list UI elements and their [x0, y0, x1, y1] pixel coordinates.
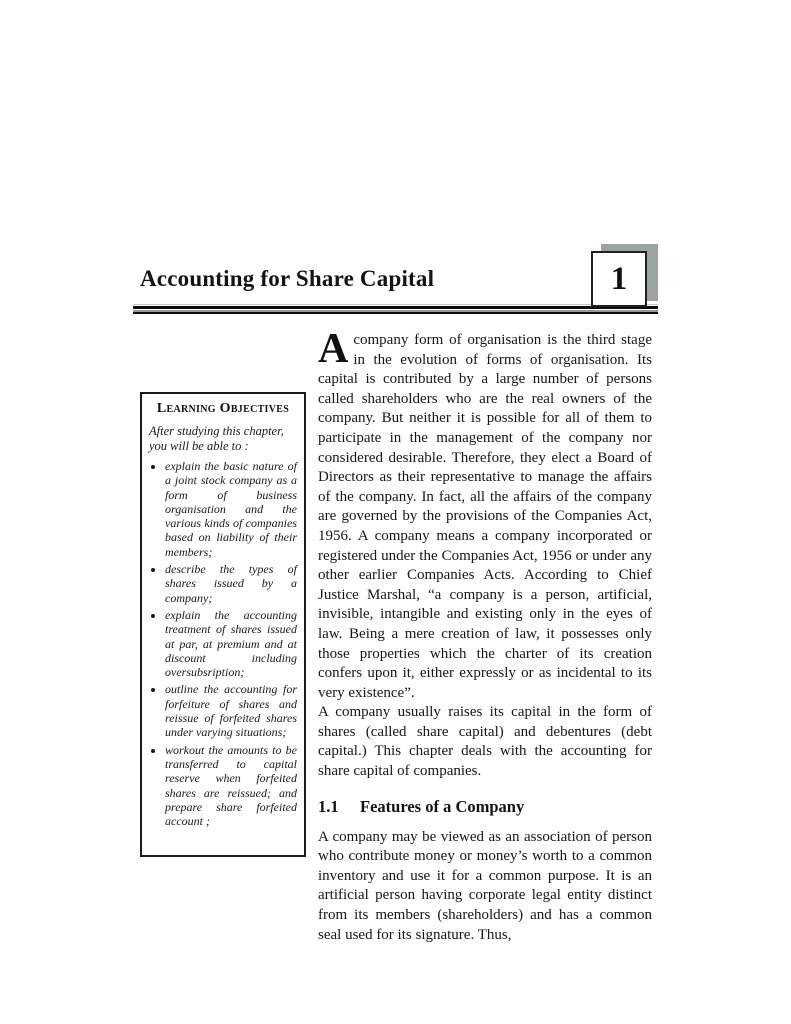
features-paragraph: A company may be viewed as an association of person who contribute money or money’s worth to a common inventory and use it for a common purpose. It is an artificial person having corporate legal entity distinct from its members (shareholders) and has a common seal used for its signature. Thus,: [318, 828, 652, 943]
section-title: Features of a Company: [360, 796, 525, 816]
rule-stripe-light: [133, 304, 658, 305]
chapter-number: 1: [610, 260, 628, 297]
learning-objective-item: • workout the amounts to be transferred to capital reserve when forfeited shares are reissued; and prepare share forfeited account ;: [165, 743, 297, 829]
intro-paragraph-text: company form of organisation is the third stage in the evolution of forms of organisation. Its capital is contributed by a large number of persons called shareholders who are the real owners of the company. But neither it is possible for all of them to participate in the management of the company nor considered desirable. Therefore, they elect a Board of Directors as their representative to manage the affairs of the company. In fact, all the affairs of the company are governed by the provisions of the Companies Act, 1956. A company means a company incorporated or registered under the Companies Act, 1956 or under any other earlier Companies Acts. According to Chief Justice Marshal, “a company is a person, artificial, invisible, intangible and existing only in the eyes of law. Being a mere creation of law, it possesses only those properties which the charter of its creation confers upon it, either expressly or as incidental to its very existence”.: [318, 332, 652, 701]
learning-objective-item: • explain the accounting treatment of shares issued at par, at premium and at discount including oversubsription;: [165, 608, 297, 679]
capital-paragraph: A company usually raises its capital in the form of shares (called share capital) and debentures (debt capital.) This chapter deals with the accounting for share capital of companies.: [318, 704, 652, 780]
title-rule: [133, 304, 658, 314]
section-heading: [318, 797, 652, 817]
learning-objective-item: • explain the basic nature of a joint stock company as a form of business organisation and the various kinds of companies based on liability of their members;: [165, 459, 297, 559]
learning-objectives-list: [149, 459, 297, 828]
dropcap-letter: A: [318, 326, 349, 372]
learning-objective-item: • describe the types of shares issued by a company;: [165, 562, 297, 605]
chapter-title: Accounting for Share Capital: [140, 266, 435, 291]
learning-objectives-box: [140, 392, 306, 857]
learning-objective-item: • outline the accounting for forfeiture of shares and reissue of forfeited shares under varying situations;: [165, 682, 297, 739]
section-number: 1.1: [318, 796, 339, 816]
rule-stripe-thin-black: [133, 312, 658, 314]
main-text-column: [318, 326, 652, 945]
rule-stripe-thick-black: [133, 306, 658, 309]
learning-objectives-intro: After studying this chapter, you will be able to :: [149, 424, 284, 453]
chapter-number-box: [591, 251, 647, 307]
intro-paragraph: [318, 326, 652, 703]
learning-objectives-title: Learning Objectives: [156, 401, 290, 416]
